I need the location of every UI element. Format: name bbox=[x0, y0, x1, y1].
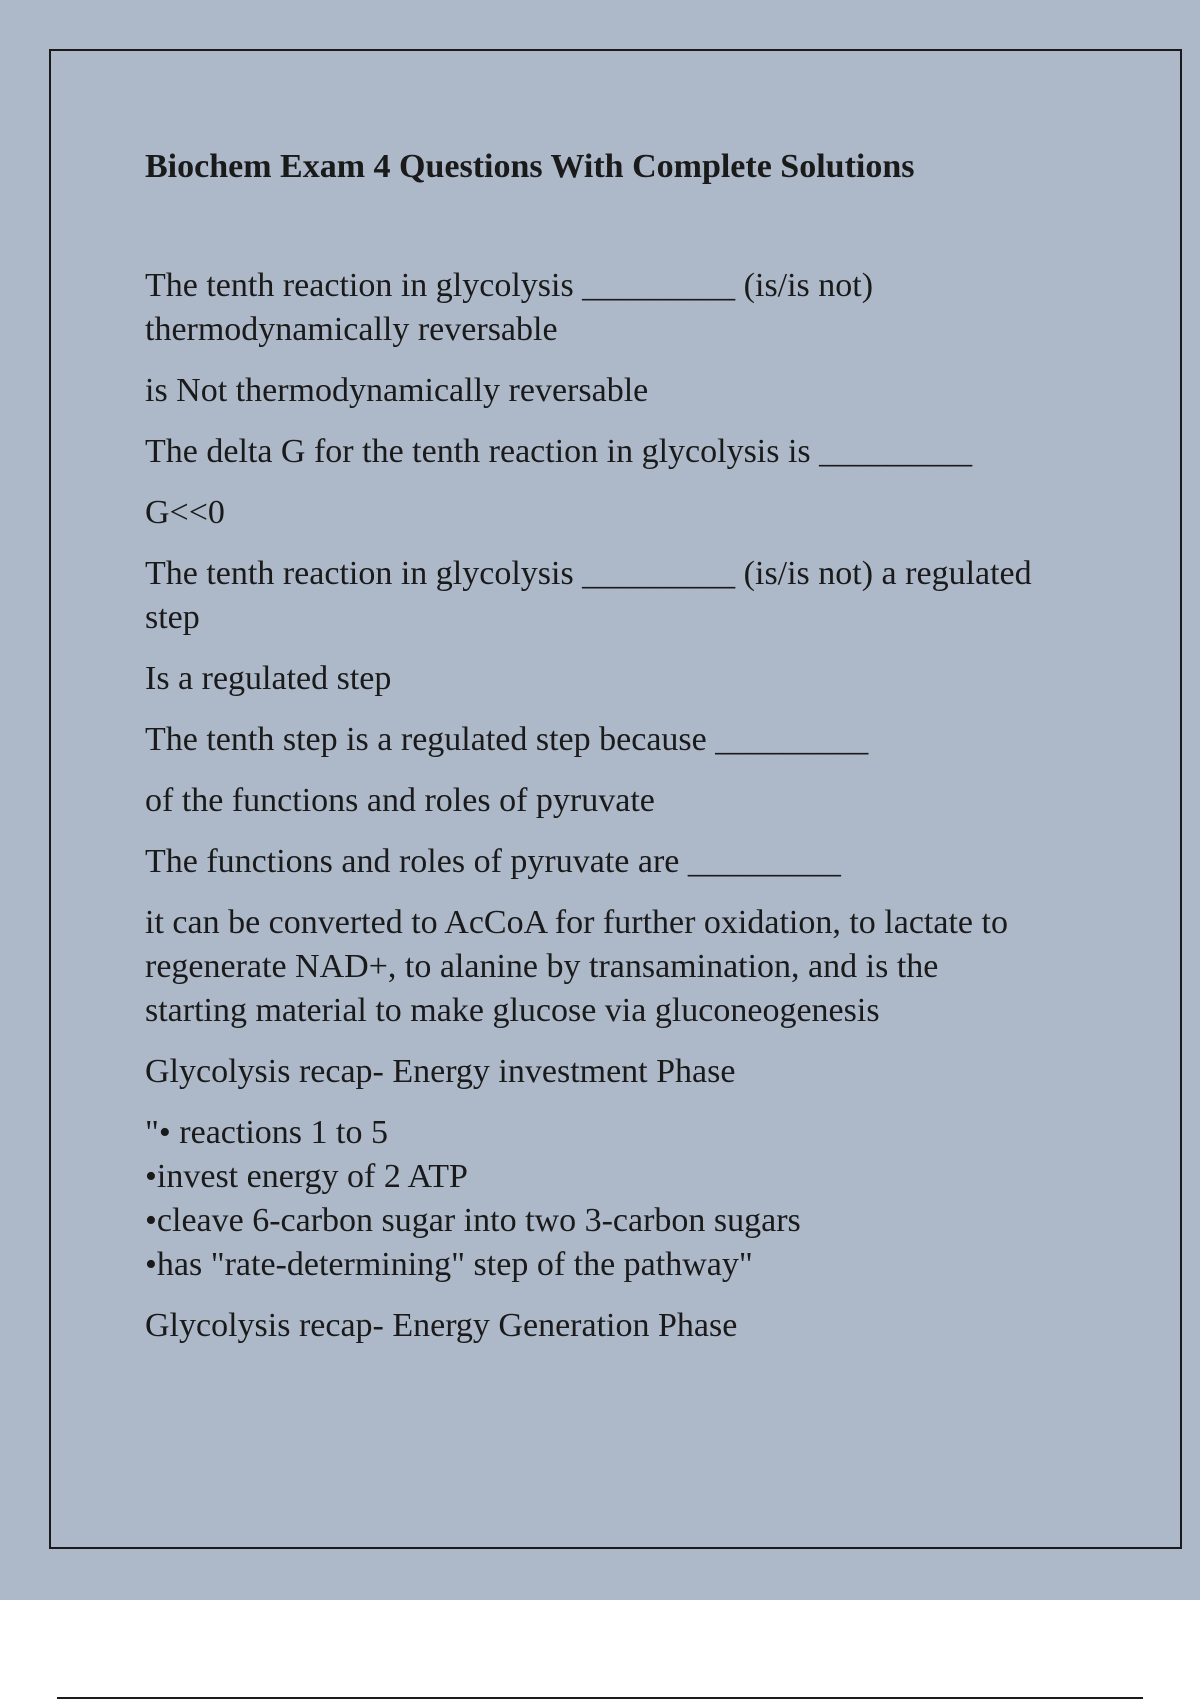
question-4: The tenth step is a regulated step because _________ bbox=[145, 721, 869, 758]
question-5: The functions and roles of pyruvate are _________ bbox=[145, 843, 841, 880]
question-7: Glycolysis recap- Energy Generation Phase bbox=[145, 1307, 738, 1344]
answer-1: is Not thermodynamically reversable bbox=[145, 372, 649, 409]
answer-4: of the functions and roles of pyruvate bbox=[145, 782, 655, 819]
answer-6: "• reactions 1 to 5 •invest energy of 2 ATP •cleave 6-carbon sugar into two 3-carbon sugars •has "rate-determining" step of the pathway" bbox=[145, 1114, 801, 1283]
question-1: The tenth reaction in glycolysis _________ (is/is not) thermodynamically reversable bbox=[145, 267, 874, 348]
question-6: Glycolysis recap- Energy investment Phase bbox=[145, 1053, 736, 1090]
document-title: Biochem Exam 4 Questions With Complete Solutions bbox=[145, 148, 915, 185]
question-2: The delta G for the tenth reaction in glycolysis is _________ bbox=[145, 433, 973, 470]
answer-3: Is a regulated step bbox=[145, 660, 392, 697]
answer-2: G<<0 bbox=[145, 494, 225, 531]
answer-5: it can be converted to AcCoA for further oxidation, to lactate to regenerate NAD+, to alanine by transamination, and is the starting material to make glucose via gluconeogenesis bbox=[145, 904, 1008, 1029]
bottom-divider-line bbox=[57, 1697, 1143, 1699]
document-content bbox=[145, 142, 1095, 1365]
question-3: The tenth reaction in glycolysis _________ (is/is not) a regulated step bbox=[145, 555, 1032, 636]
